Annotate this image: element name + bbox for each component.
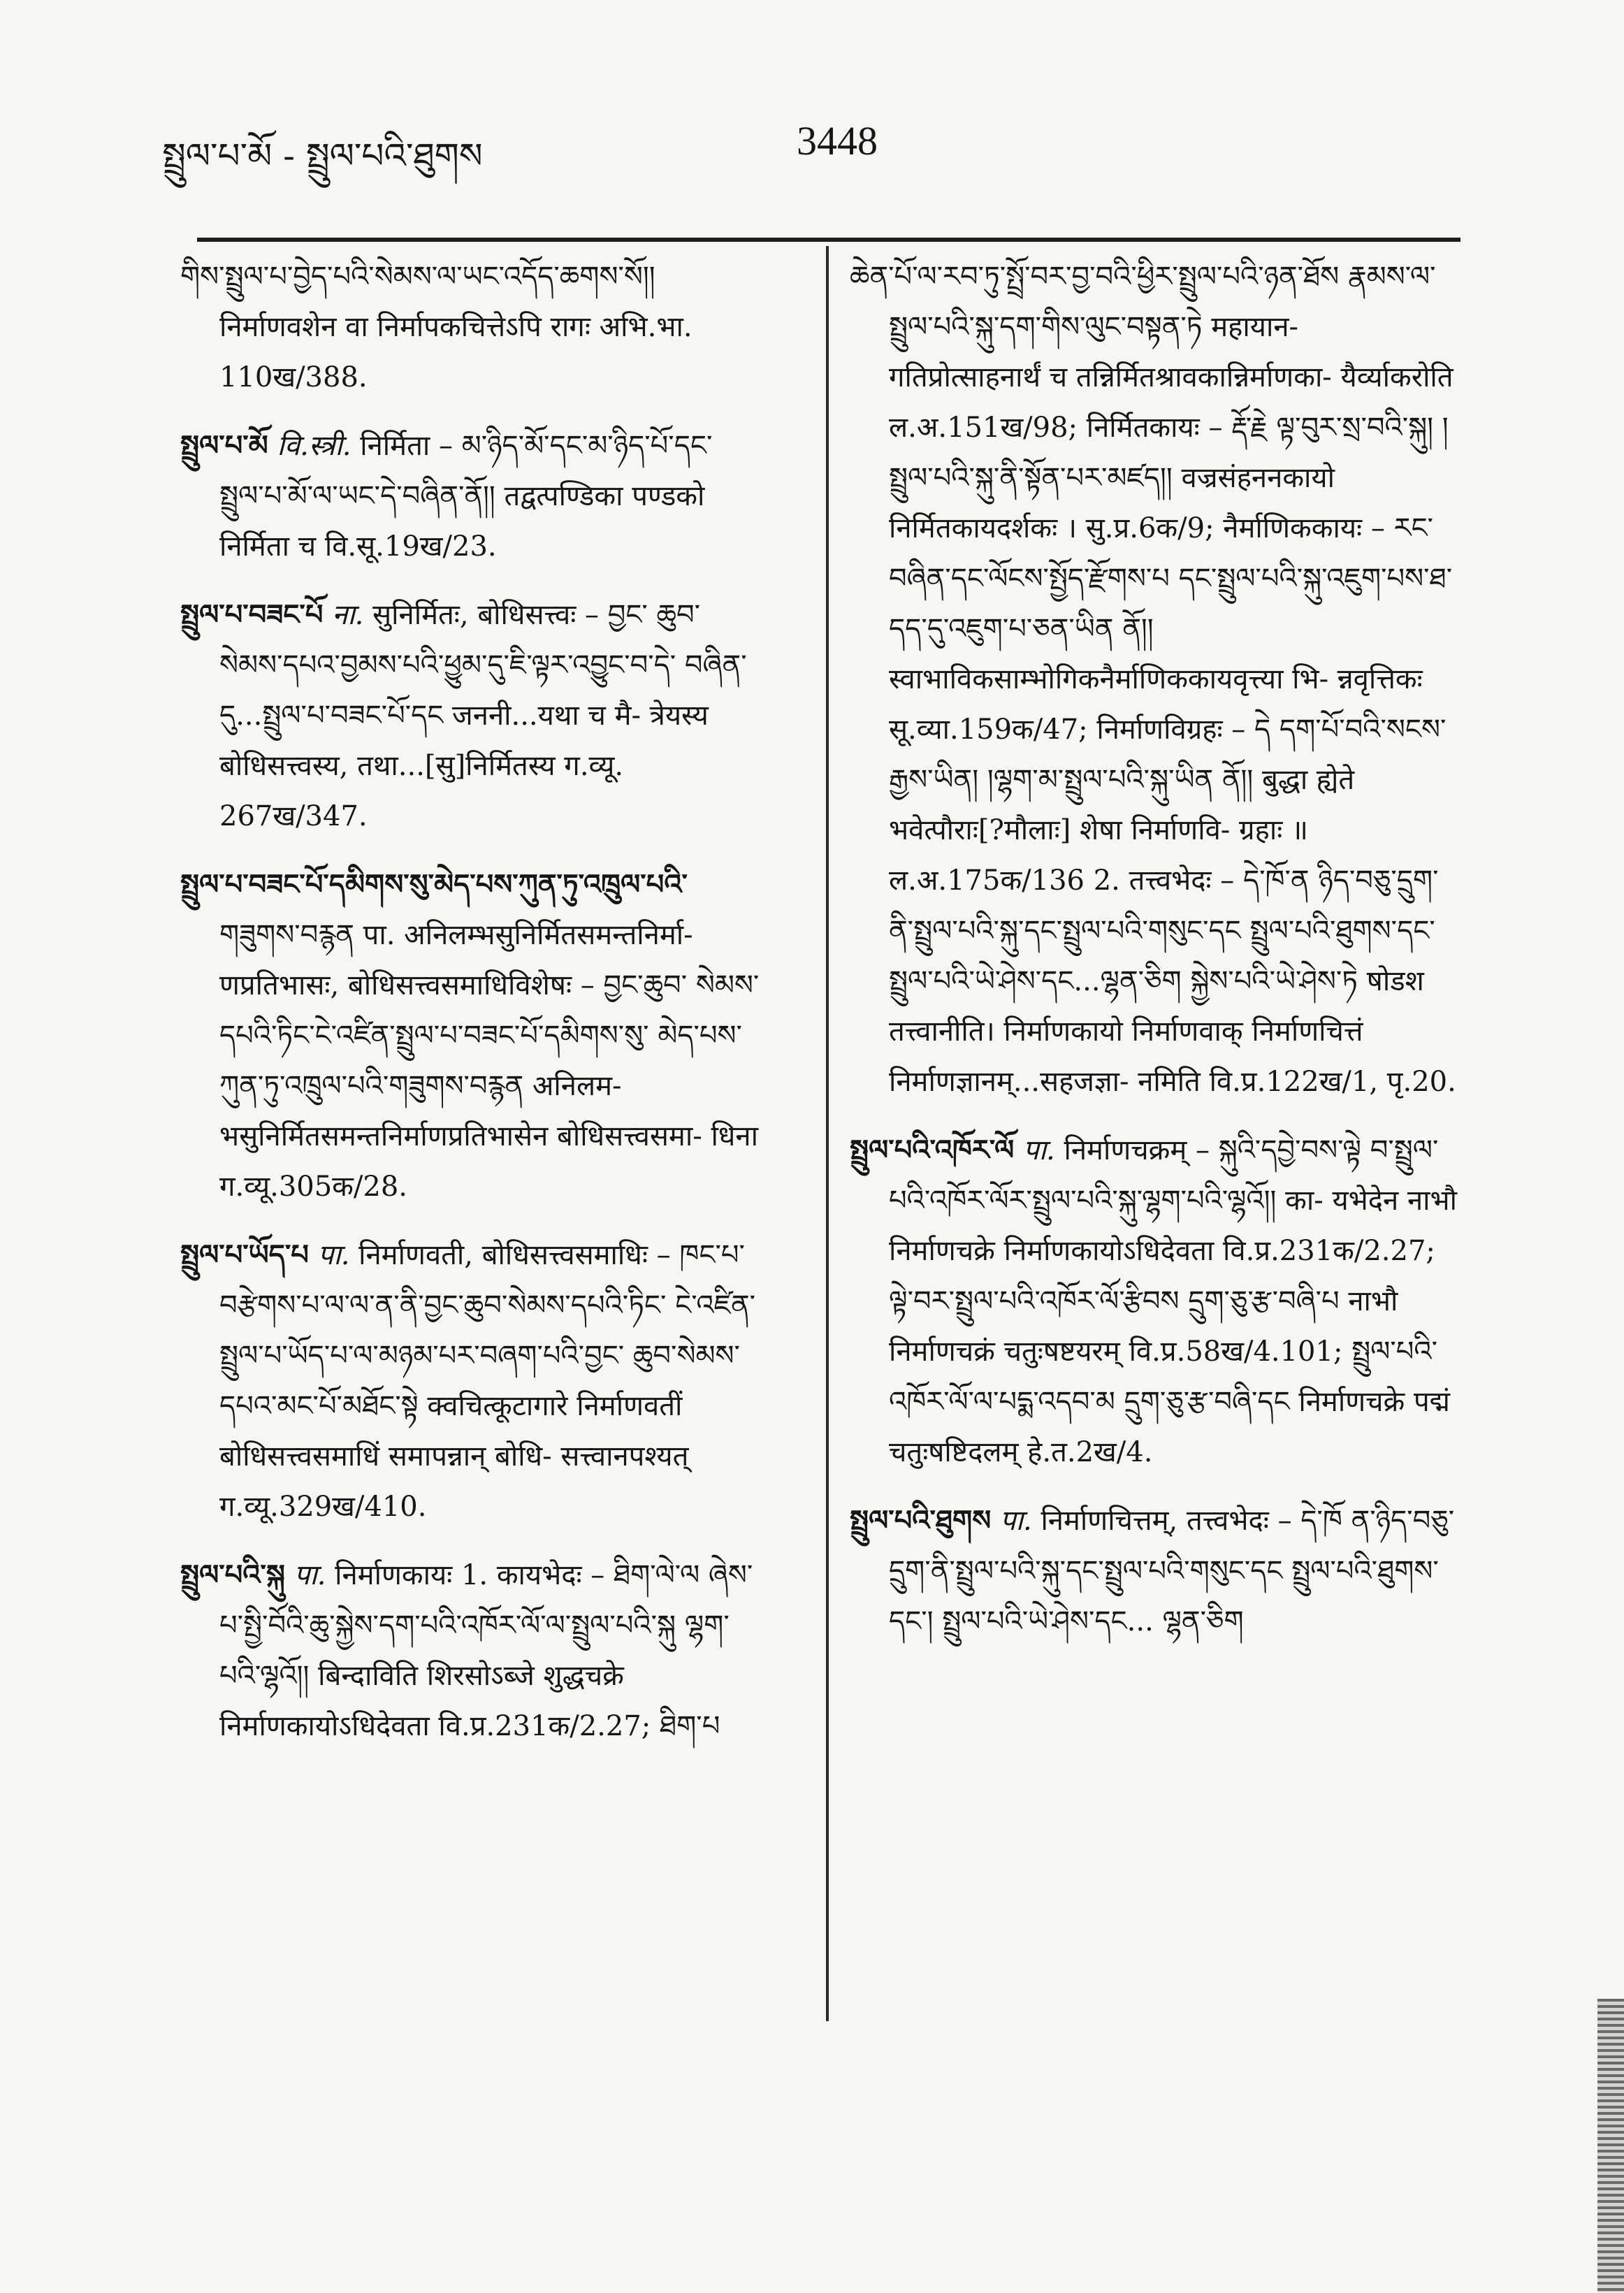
entry-text-line: ཆེན་པོ་ལ་རབ་ཏུ་སྤྲོ་བར་བྱ་བའི་ཕྱིར་སྤྲུལ་པའི་ཉན་ཐོས — [850, 261, 1340, 293]
entry-headword: སྤྲུལ་པ་བཟང་པོ་དམིགས་སུ་མེད་པས་ཀུན་ཏུ་འཁྲུལ་པའི་ — [180, 868, 688, 901]
entry-text-line: णप्रतिभासः, बोधिसत्त्वसमाधिविशेषः – བྱང་ཆུབ་ — [219, 969, 688, 1001]
entry-text-line: ནོ།། स्वाभाविकसाम्भोगिकनैर्माणिककायवृत्त्या भि- — [889, 613, 1329, 695]
entry-text-line: नमिति वि.प्र.122ख/1, पृ.20. — [1138, 1066, 1456, 1098]
entry-text-line: ग्रहाः ॥ ल.अ.175क/136 2. तत्त्वभेदः – དེ་ཁོ་ན — [889, 814, 1310, 897]
column-divider — [826, 246, 829, 2021]
entry-text-line: བཞིན་དུ...སྤྲུལ་པ་བཟང་པོ་དང जननी...यथा च मै- — [219, 649, 747, 732]
entry-text-line: निर्माणवशेन वा निर्मापकचित्तेऽपि रागः अभि.भा. — [219, 311, 693, 343]
entry-text-line: དྲུག་ཅུ་རྩ་བཞི་པ नाभौ निर्माणचक्रं चतुःषष्टयरम् — [889, 1285, 1398, 1368]
entry-text-line: निर्माणवती, बोधिसत्त्वसमाधिः – — [358, 1239, 671, 1271]
entry-text-line: निर्माणवतीं बोधिसत्त्वसमाधिं समापन्नान् बोधि- — [219, 1390, 683, 1473]
entry-headword: སྤྲུལ་པ་མོ — [180, 429, 268, 462]
running-head: སྤྲུལ་པ་མོ - སྤྲུལ་པའི་ཐུགས — [162, 136, 483, 176]
entry-headword: སྤྲུལ་པའི་སྐུ — [180, 1558, 285, 1591]
entry-text-line: དག་པོ་བའི་སངས་རྒྱས་ཡིན། །ལྷག་མ་སྤྲུལ་པའི་སྐུ་ཡིན — [889, 714, 1447, 796]
entry-headword: སྤྲུལ་པའི་ཐུགས — [850, 1504, 992, 1537]
entry-text-line: न्नवृत्तिकः सू.व्या.159क/47; निर्माणविग्रहः – དེ — [889, 663, 1423, 746]
entry-text-line: ནོ།། बुद्धा ह्येते भवेत्पौराः[?मौलाः] शेषा निर्माणवि- — [889, 764, 1355, 846]
grammar-label: वि.स्त्री. — [277, 430, 351, 462]
dictionary-entry — [180, 1550, 760, 1751]
page-number: 3448 — [797, 118, 878, 164]
entry-text-line: 110ख/388. — [219, 361, 368, 393]
grammar-label: पा. — [293, 1559, 326, 1591]
dictionary-entry — [180, 1230, 760, 1532]
grammar-label: ना. — [332, 599, 364, 631]
entry-text-line: ངེ་འཛིན་སྤྲུལ་པ་ཡོད་པ་ལ་མཉམ་པར་བཞག་པའི་བྱང་ — [219, 1289, 756, 1372]
entry-headword: སྤྲུལ་པ་ཡོད་པ — [180, 1238, 309, 1271]
dictionary-entry — [850, 1496, 1458, 1647]
entry-text-line: पा. अनिलम्भसुनिर्मितसमन्तनिर्मा- — [363, 919, 693, 951]
entry-text-line: སེམས་དཔའི་ཏིང་ངེ་འཛིན་སྤྲུལ་པ་བཟང་པོ་དམིགས་སུ་ — [219, 969, 760, 1052]
entry-text-line: यभेदेन नाभौ निर्माणचक्रे निर्माणकायोऽधिदेवता — [889, 1185, 1457, 1267]
entry-text-line: དྲུག་ཅུ་རྩ་བཞི་དང निर्माणचक्रे पद्मं चतुःषष्टिदलम् — [889, 1386, 1450, 1468]
entry-text-line: ཆུབ་སེམས་དཔའ་བྱམས་པའི་ཕྱུམ་དུ་ཇི་ལྟར་འབྱུང་བ་དེ་ — [219, 599, 701, 681]
entry-text-line: सुनिर्मितः, बोधिसत्त्वः – བྱང་ — [372, 599, 648, 631]
dictionary-entry — [180, 860, 760, 1212]
entry-text-line: ཆུབ་སེམས་དཔའ་མང་པོ་མཐོང་སྟེ क्वचित्कूटागारे — [219, 1340, 740, 1422]
entry-text-line: མེད་པས་ཀུན་ཏུ་འཁྲུལ་པའི་གཟུགས་བརྙན अनिलम- — [219, 1020, 742, 1102]
entry-text-line: སྐྱེས་པའི་ཡེ་ཤེས་ཏེ षोडश तत्त्वानीति। निर्माणकायो — [889, 965, 1424, 1048]
entry-text-line: ཁང་པ་བརྩེགས་པ་ལ་ལ་ན་ནི་བྱང་ཆུབ་སེམས་དཔའི་ཏིང་ — [219, 1239, 745, 1322]
entry-text-line: निर्माणकायोऽधिदेवता वि.प्र.231क/2.27; ཐིག་པ — [219, 1710, 720, 1742]
entry-text-line: निर्माणचक्रम् – སྐུའི་དབྱེ་བས་ལྟེ — [1064, 1134, 1361, 1166]
entry-text-line: ན་ཉིད་བཅུ་དྲུག་ནི་སྤྲུལ་པའི་སྐུ་དང་སྤྲུལ་པའི་གསུང་དང — [889, 1505, 1455, 1587]
entry-text-line: भसुनिर्मितसमन्तनिर्माणप्रतिभासेन बोधिसत्त्वसमा- — [219, 1120, 702, 1152]
entry-text-line: वि.प्र.58ख/4.101; སྤྲུལ་པའི་འཁོར་ལོ་ལ་པདྨ་འདབ་མ — [889, 1336, 1438, 1418]
grammar-label: पा. — [999, 1505, 1032, 1537]
entry-text-line: རྣམས་ལ་སྤྲུལ་པའི་སྐུ་དག་གིས་ལུང་བསྟན་ཏེ महायान- — [889, 261, 1436, 343]
entry-text-line: བ་སྤྲུལ་པའི་འཁོར་ལོར་སྤྲུལ་པའི་སྐུ་ལྷག་པའི་ལྷའོ།། का- — [889, 1134, 1439, 1217]
entry-text-line: ཉིད་བཅུ་དྲུག་ནི་སྤྲུལ་པའི་སྐུ་དང་སྤྲུལ་པའི་གསུང་དང — [889, 865, 1439, 947]
entry-text-line: नैर्माणिककायः – རང་བཞིན་དང་ལོངས་སྤྱོད་རྫོགས་པ — [889, 512, 1433, 595]
entry-text-line: 267ख/347. — [219, 800, 368, 832]
entry-text-line: वज्रसंहननकायो निर्मितकायदर्शकः । सु.प्र.6क/9; — [889, 462, 1335, 544]
entry-text-line: སྤྲུལ་པའི་ཐུགས་དང་། སྤྲུལ་པའི་ཡེ་ཤེས་དང... ལྷན་ཅིག — [889, 1555, 1439, 1637]
entry-text-line: निर्माणवाक् निर्माणचित्तं निर्माणज्ञानम्...सहजज्ञा- — [889, 1015, 1363, 1098]
grammar-label: पा. — [317, 1239, 350, 1271]
scan-edge-artifact — [1597, 1999, 1624, 2292]
entry-text-line: निर्माणचित्तम्, तत्त्वभेदः – དེ་ཁོ — [1041, 1505, 1342, 1537]
left-column — [180, 252, 760, 2041]
entry-text-line: वि.प्र.231क/2.27; ལྟེ་བར་སྤྲུལ་པའི་འཁོར་ལོ་རྩིབས — [889, 1235, 1435, 1317]
entry-text-line: हे.त.2ख/4. — [1027, 1436, 1153, 1468]
header-rule — [197, 238, 1460, 242]
entry-text-line: त्रेयस्य बोधिसत्त्वस्य, तथा...[सु]निर्मितस्य ग.व्यू. — [219, 700, 709, 782]
entry-text-line: གིས་སྤྲུལ་པ་བྱེད་པའི་སེམས་ལ་ཡང་འདོད་ཆགས་སོ།། — [180, 261, 655, 293]
entry-text-line: निर्मिता च वि.सू.19ख/23. — [219, 530, 497, 563]
grammar-label: पा. — [1022, 1134, 1055, 1166]
entry-text-line: ཞེས་པ་སྤྱི་བོའི་ཆུ་སྐྱེས་དག་པའི་འཁོར་ལོ་ལ་སྤྲུལ་པའི་སྐུ — [219, 1559, 753, 1642]
entry-text-line: निर्माणकायः 1. कायभेदः – ཐིག་ལེ་ལ — [335, 1559, 700, 1591]
right-column — [850, 252, 1458, 2041]
entry-text-line: སྤྲུལ་པ་མོ་ལ་ཡང་དེ་བཞིན་ནོ།། तद्वत्पण्डिका पण्डको — [219, 480, 705, 512]
dictionary-entry — [850, 1125, 1458, 1477]
dictionary-entry — [180, 252, 760, 403]
dictionary-entry — [180, 590, 760, 841]
entry-text-line: गतिप्रोत्साहनार्थं च तन्निर्मितश्रावकान्निर्माणका- — [889, 361, 1332, 393]
entry-text-line: यैर्व्याकरोति ल.अ.151ख/98; निर्मितकायः – རྡོ་རྗེ — [889, 361, 1453, 444]
entry-text-line: ལྷག་པའི་ལྷའོ།། बिन्दाविति शिरसोऽब्जे शुद्धचक्रे — [219, 1610, 730, 1692]
page-header — [0, 0, 1624, 224]
dictionary-entry — [180, 421, 760, 572]
entry-text-line: དང་སྤྲུལ་པའི་སྐུ་འཇུག་པས་ཐ་དད་དུ་འཇུག་པ་ཅན་ཡིན — [889, 563, 1453, 645]
entry-text-line: सत्त्वानपश्यत् ग.व्यू.329ख/410. — [219, 1440, 689, 1523]
entry-headword: སྤྲུལ་པའི་འཁོར་ལོ — [850, 1134, 1015, 1166]
entry-text-line: धिना ग.व्यू.305क/28. — [219, 1120, 758, 1203]
dictionary-entry — [850, 252, 1458, 1107]
entry-text-line: ལྟ་བུར་སྲ་བའི་སྐུ། །སྤྲུལ་པའི་སྐུ་ནི་སྟོན་པར་མཛད།། — [889, 412, 1449, 494]
entry-text-line: निर्मिता – མ་ཉིད་མོ་དང་མ་ཉིད་པོ་དང་ — [360, 430, 713, 462]
entry-headword: སྤྲུལ་པ་བཟང་པོ — [180, 598, 324, 631]
entry-text-line: གཟུགས་བརྙན — [219, 919, 354, 951]
entry-text-line: སྤྲུལ་པའི་ཐུགས་དང་སྤྲུལ་པའི་ཡེ་ཤེས་དང...ལྷན་ཅིག — [889, 915, 1435, 997]
